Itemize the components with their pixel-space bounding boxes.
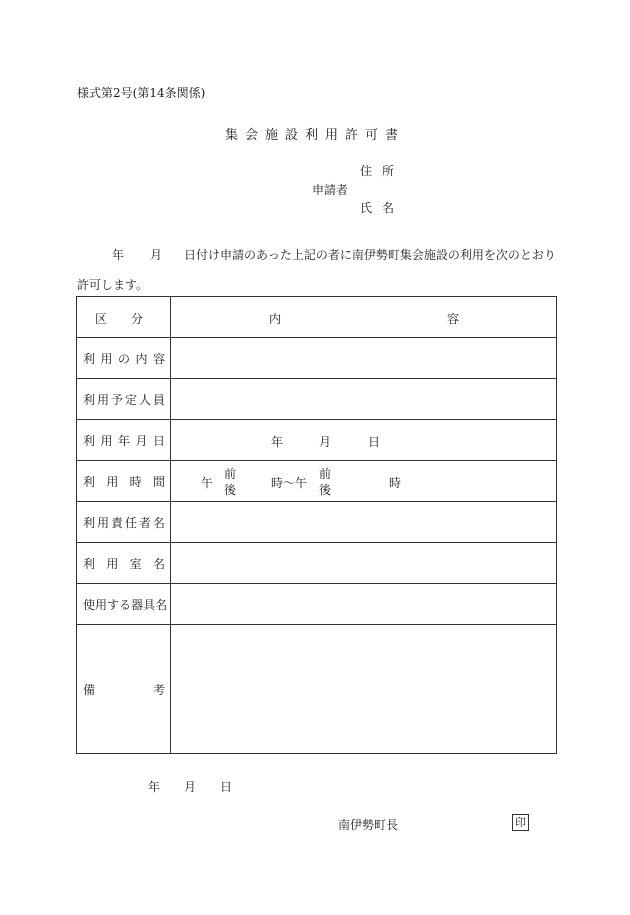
label-char: 容 xyxy=(152,351,165,366)
row-label-usage-time xyxy=(77,461,171,502)
statement-month: 月 xyxy=(150,248,163,262)
issue-year: 年 xyxy=(148,780,161,794)
applicant-label: 申請者 xyxy=(312,183,349,197)
planned-attendance-field[interactable] xyxy=(171,379,557,420)
responsible-person-field[interactable] xyxy=(171,502,557,543)
address-label: 住所 xyxy=(360,164,405,178)
label-text xyxy=(83,555,170,572)
usage-date-day: 日 xyxy=(368,435,381,449)
time-end-hour: 時 xyxy=(389,476,402,490)
usage-content-field[interactable] xyxy=(171,338,557,379)
issue-day: 日 xyxy=(220,780,233,794)
time-am-option-end: 前 xyxy=(319,467,332,481)
label-char: 責 xyxy=(110,515,123,530)
row-label-equipment xyxy=(77,584,171,625)
usage-date-month: 月 xyxy=(319,435,332,449)
label-char: 名 xyxy=(155,597,168,612)
usage-time-field[interactable] xyxy=(171,461,557,502)
row-label-usage-content xyxy=(77,338,171,379)
table-row xyxy=(77,584,557,625)
equipment-field[interactable] xyxy=(171,584,557,625)
room-name-field[interactable] xyxy=(171,543,557,584)
label-char: 利 xyxy=(83,556,96,571)
table-header-row xyxy=(77,297,557,338)
header-category-cell xyxy=(77,297,171,338)
permission-statement xyxy=(77,240,557,300)
label-char: 利 xyxy=(83,351,96,366)
label-char: 考 xyxy=(152,682,165,697)
header-content-right: 容 xyxy=(447,312,460,326)
permit-table xyxy=(76,296,557,754)
header-content-left: 内 xyxy=(269,312,282,326)
label-char: 用 xyxy=(96,515,109,530)
usage-date-field[interactable] xyxy=(171,420,557,461)
label-char: 利 xyxy=(83,392,96,407)
time-pm-option: 後 xyxy=(224,483,237,497)
label-char: 利 xyxy=(83,433,96,448)
time-am-option: 前 xyxy=(224,467,237,481)
document-title: 集会施設利用許可書 xyxy=(224,128,405,143)
label-text xyxy=(83,432,170,449)
table-row xyxy=(77,338,557,379)
label-char: 備 xyxy=(83,682,96,697)
label-char: 器 xyxy=(131,597,144,612)
label-char: す xyxy=(107,597,120,612)
label-char: 員 xyxy=(152,392,165,407)
label-char: 予 xyxy=(110,392,123,407)
label-char: 時 xyxy=(129,474,142,489)
statement-text: 日付け申請のあった上記の者に南伊勢町集会施設の利用を次のとおり許可します。 xyxy=(77,248,556,292)
statement-year: 年 xyxy=(112,248,125,262)
time-gozen: 午 xyxy=(201,476,214,490)
header-category: 区 分 xyxy=(95,312,144,326)
label-char: 具 xyxy=(143,597,156,612)
issue-date xyxy=(148,778,232,795)
label-char: の xyxy=(117,351,130,366)
label-text xyxy=(83,391,170,408)
label-text xyxy=(83,350,170,367)
label-char: 用 xyxy=(96,392,109,407)
label-char: る xyxy=(119,597,132,612)
label-char: 定 xyxy=(124,392,137,407)
row-label-remarks xyxy=(77,625,171,754)
label-char: 利 xyxy=(83,515,96,530)
label-char: 人 xyxy=(138,392,151,407)
label-char: 使 xyxy=(83,597,96,612)
label-char: 用 xyxy=(100,351,113,366)
table-row xyxy=(77,625,557,754)
table-row xyxy=(77,379,557,420)
label-char: 月 xyxy=(135,433,148,448)
row-label-room-name xyxy=(77,543,171,584)
label-char: 用 xyxy=(106,556,119,571)
header-content-cell xyxy=(171,297,557,338)
label-char: 利 xyxy=(83,474,96,489)
mayor-title: 南伊勢町長 xyxy=(338,818,399,832)
table-row xyxy=(77,543,557,584)
label-text xyxy=(83,473,170,490)
label-char: 名 xyxy=(152,515,165,530)
seal-mark: 印 xyxy=(512,814,529,831)
table-row xyxy=(77,461,557,502)
table-row xyxy=(77,502,557,543)
label-char: 内 xyxy=(135,351,148,366)
label-char: 任 xyxy=(124,515,137,530)
label-char: 間 xyxy=(152,474,165,489)
label-char: 室 xyxy=(129,556,142,571)
label-char: 年 xyxy=(117,433,130,448)
label-text xyxy=(83,596,170,613)
form-number-label: 様式第2号(第14条関係) xyxy=(77,86,206,100)
label-char: 用 xyxy=(100,433,113,448)
label-char: 用 xyxy=(106,474,119,489)
usage-date-year: 年 xyxy=(271,435,284,449)
label-char: 名 xyxy=(152,556,165,571)
label-char: 日 xyxy=(152,433,165,448)
label-text xyxy=(83,681,170,698)
label-char: 用 xyxy=(95,597,108,612)
table-row xyxy=(77,420,557,461)
row-label-responsible-person xyxy=(77,502,171,543)
name-label: 氏名 xyxy=(360,201,405,215)
row-label-usage-date xyxy=(77,420,171,461)
label-char: 者 xyxy=(138,515,151,530)
label-text xyxy=(83,514,170,531)
row-label-planned-attendance xyxy=(77,379,171,420)
time-pm-option-end: 後 xyxy=(319,483,332,497)
issue-month: 月 xyxy=(184,780,197,794)
time-separator: 時〜午 xyxy=(271,476,308,490)
remarks-field[interactable] xyxy=(171,625,557,754)
